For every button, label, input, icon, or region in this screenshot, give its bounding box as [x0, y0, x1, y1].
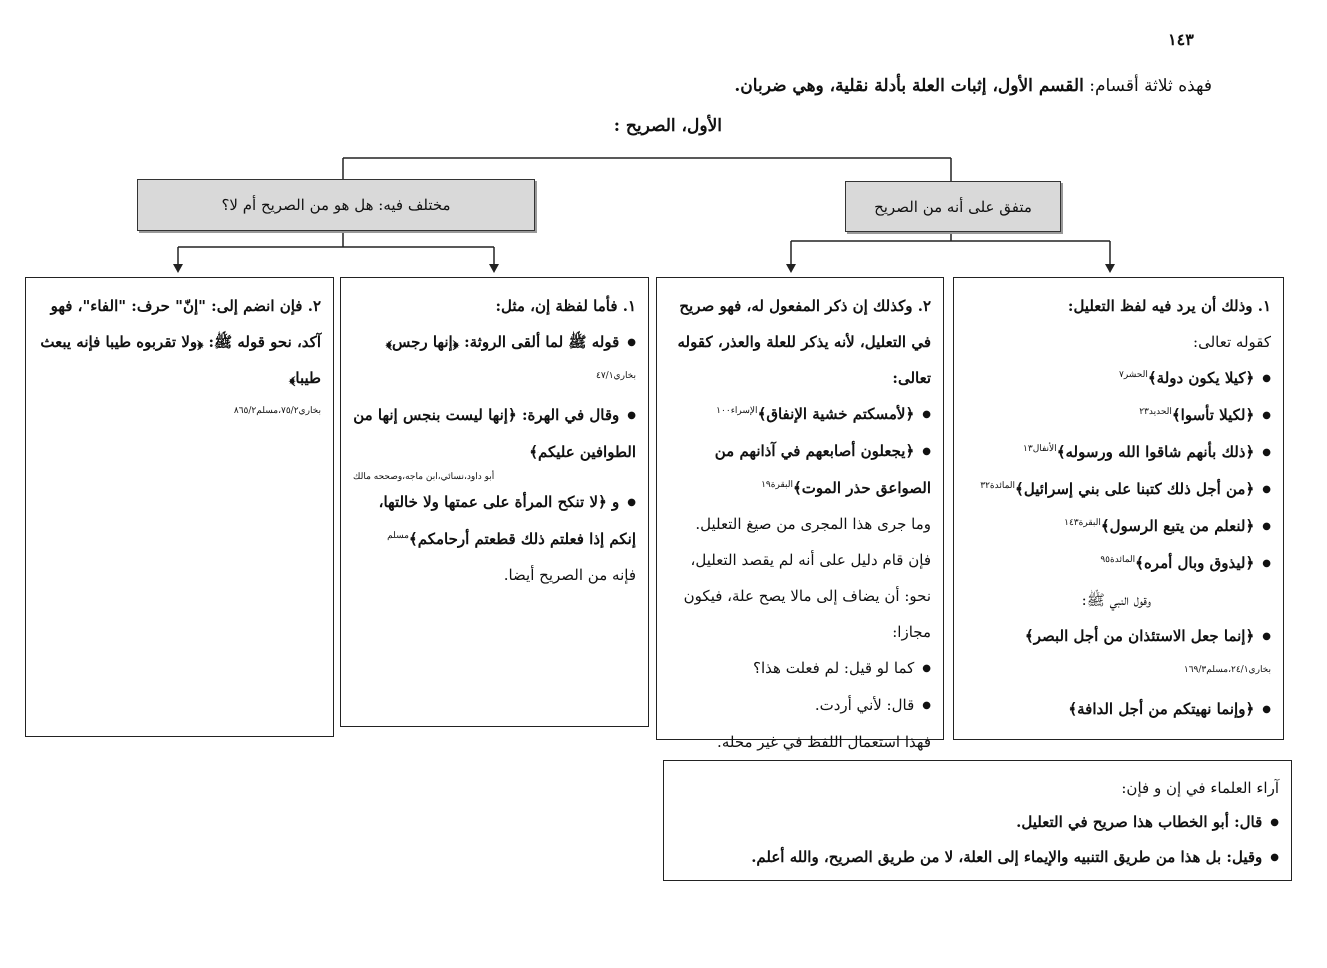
list-item: ● وقال في الهرة: ﴿إنها ليست بنجس إنها من الطوافين عليكم﴾ أبو داود،نسائي،ابن ماجه،وصححه مالك [353, 397, 636, 484]
box3-p1: فإنه من الصريح أيضا. [503, 566, 636, 584]
opinions-list [676, 805, 1279, 875]
list-item: ● ﴿يجعلون أصابعهم في آذانهم من الصواعق حذر الموت﴾$^{البقرة١٩}$ [669, 433, 931, 506]
list-item: ● قوله ﷺ لما ألقى الروثة: ﴿إنها رجس﴾$^{بخاري٤٧/١}$ [353, 324, 636, 397]
fa-inna-box [25, 277, 334, 737]
box2-verse-list [669, 396, 931, 506]
heading-intro: فهذه ثلاثة أقسام: [1089, 76, 1212, 96]
box1-intro2: كقوله تعالى: [1193, 333, 1271, 351]
opinions-title: آراء العلماء في إن و فإن: [1121, 779, 1279, 797]
list-item: ● ﴿لأمسكتم خشية الإنفاق﴾$^{الإسراء١٠٠}$ [669, 396, 931, 433]
box2-intro: ٢. وكذلك إن ذكر المفعول له، فهو صريح في التعليل، لأنه يذكر للعلة والعذر، كقوله تعالى: [677, 297, 931, 387]
box3-list [353, 324, 636, 557]
list-item: ● قال: أبو الخطاب هذا صريح في التعليل. [676, 805, 1279, 840]
subsection-heading: الأول، الصريح : [613, 116, 722, 136]
scholars-opinions-box [663, 760, 1292, 881]
box4-text: ٢. فإن انضم إلى: "إنّ" حرف: "الفاء"، فهو آكد، نحو قوله ﷺ: ﴿ولا تقربوه طيبا فإنه يبعث طيبا﴾ [40, 297, 321, 387]
box3-intro: ١. فأما لفظة إن، مثل: [495, 297, 636, 315]
list-item: ● ﴿ذلك بأنهم شاقوا الله ورسوله﴾$^{الأنفال١٣}$ [966, 434, 1271, 471]
list-item: ● و ﴿لا تنكح المرأة على عمتها ولا خالتها، إنكم إذا فعلتم ذلك قطعتم أرحامكم﴾$^{مسلم}$ [353, 484, 636, 557]
box2-example-list [669, 650, 931, 724]
list-item: ● ﴿من أجل ذلك كتبنا على بني إسرائيل﴾$^{المائدة٣٢}$ [966, 471, 1271, 508]
list-item: ● ﴿إنما جعل الاستئذان من أجل البصر﴾$^{بخاري٢٤/١،مسلم١٦٩/٣}$ [966, 618, 1271, 691]
section-heading [734, 76, 1212, 96]
agreed-category-box [845, 181, 1061, 232]
box1-hadith-list [966, 618, 1271, 728]
box2-p1: وما جرى هذا المجرى من صيغ التعليل. [695, 515, 931, 533]
list-item: ● ﴿لنعلم من يتبع الرسول﴾$^{البقرة١٤٣}$ [966, 508, 1271, 545]
list-item: ● كما لو قيل: لم فعلت هذا؟ [669, 650, 931, 687]
disputed-category-box [137, 179, 535, 231]
object-of-purpose-box [656, 277, 944, 751]
box1-intro: ١. وذلك أن يرد فيه لفظ التعليل: [1067, 297, 1271, 315]
page-number: ١٤٣ [1168, 30, 1194, 49]
box1-hadith-intro: وقول النبي ﷺ: [1081, 591, 1151, 609]
box4-ref: بخاري٧٥/٢،مسلم٨٦٥/٢ [233, 406, 321, 416]
list-item: ● ﴿وإنما نهيتكم من أجل الدافة﴾ [966, 691, 1271, 728]
box2-p3: فهذا استعمال اللفظ في غير محله. [717, 733, 931, 751]
list-item: ● ﴿كيلا يكون دولة﴾$^{الحشر٧}$ [966, 360, 1271, 397]
box1-verse-list [966, 360, 1271, 582]
heading-title: القسم الأول، إثبات العلة بأدلة نقلية، وهي ضربان. [734, 76, 1084, 96]
inna-word-box [340, 277, 649, 727]
list-item: ● ﴿ليذوق وبال أمره﴾$^{المائدة٩٥}$ [966, 545, 1271, 582]
agreed-category-label: متفق على أنه من الصريح [874, 197, 1032, 216]
list-item: ● قال: لأني أردت. [669, 687, 931, 724]
box2-p2: فإن قام دليل على أنه لم يقصد التعليل، نحو: أن يضاف إلى مالا يصح علة، فيكون مجازا: [683, 551, 931, 641]
disputed-category-label: مختلف فيه: هل هو من الصريح أم لا؟ [221, 196, 451, 214]
explicit-words-box [953, 277, 1284, 740]
list-item: ● ﴿لكيلا تأسوا﴾$^{الحديد٢٣}$ [966, 397, 1271, 434]
list-item: ● وقيل: بل هذا من طريق التنبيه والإيماء إلى العلة، لا من طريق الصريح، والله أعلم. [676, 840, 1279, 875]
